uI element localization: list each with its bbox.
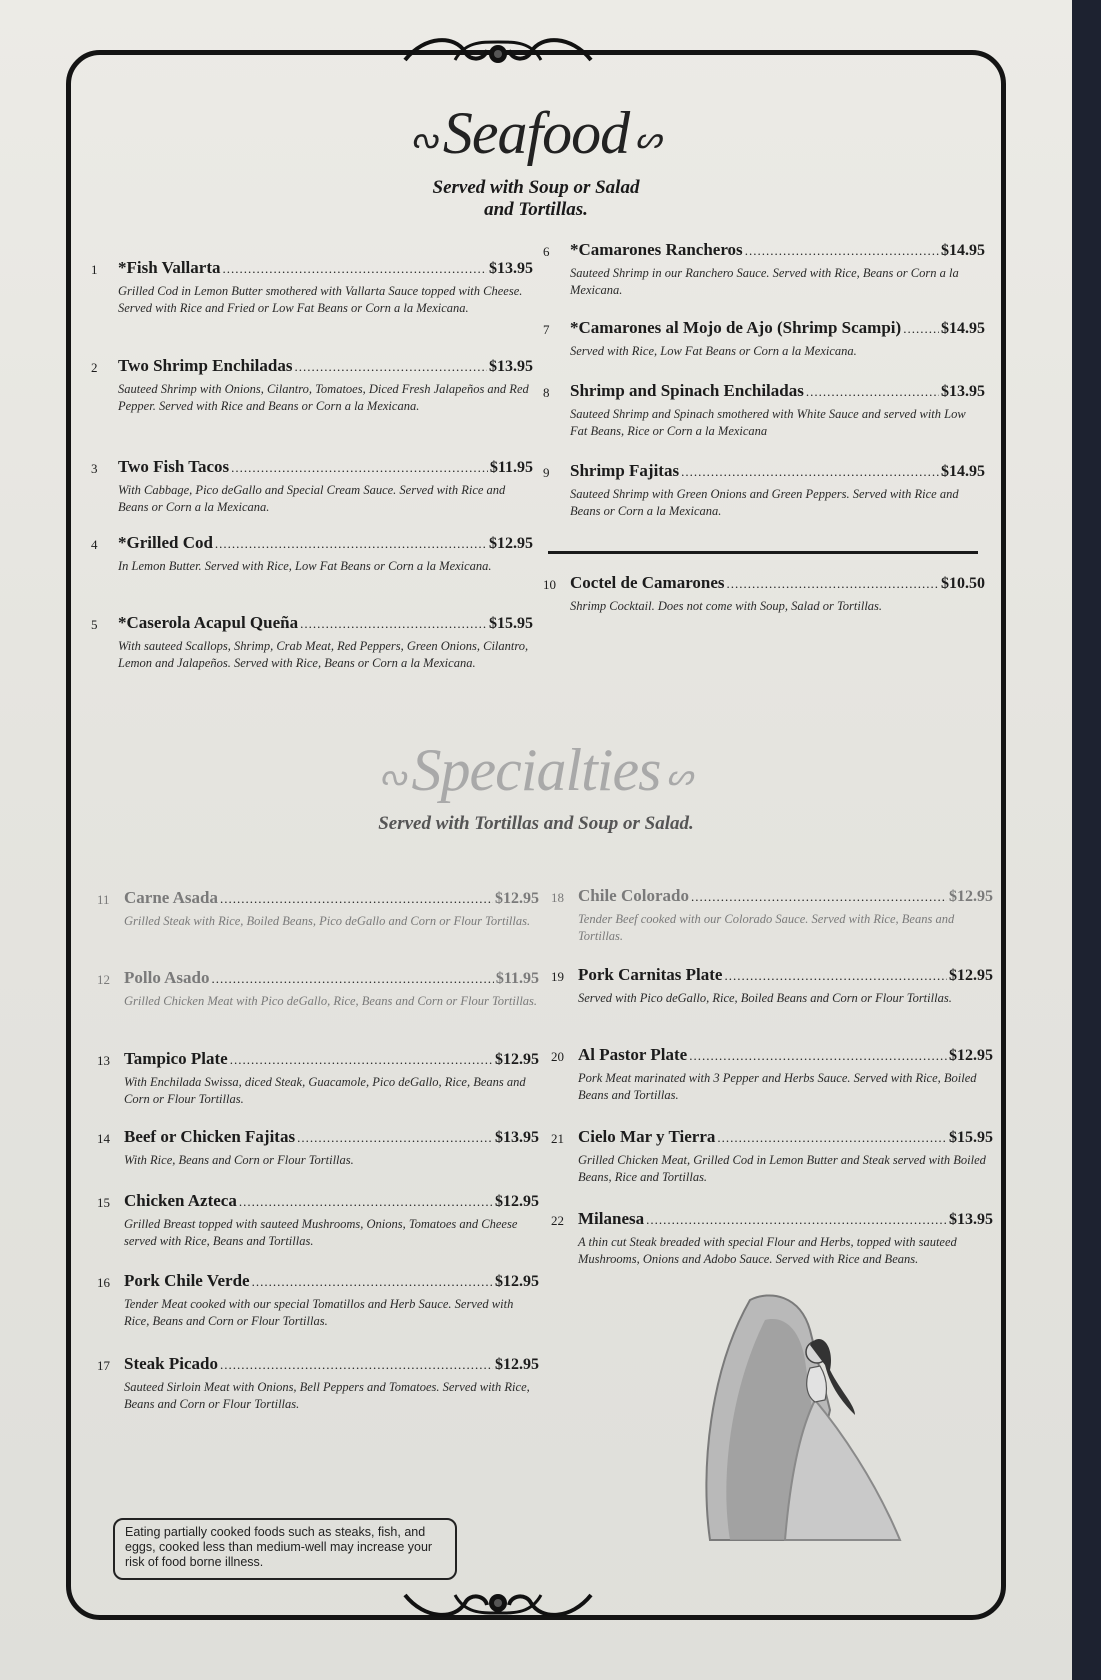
menu-item-nameline — [570, 461, 985, 481]
menu-item-description: With sauteed Scallops, Shrimp, Crab Meat, Red Peppers, Green Onions, Cilantro, Lemon and Jalapeños. Served with Rice, Beans or Corn a la Mexicana. — [118, 639, 529, 670]
scroll-ornament-icon — [395, 1585, 601, 1625]
menu-item-nameline — [124, 968, 539, 988]
leader-dots — [220, 891, 493, 907]
menu-item-description: Grilled Steak with Rice, Boiled Beans, Pico deGallo and Corn or Flour Tortillas. — [124, 914, 531, 928]
menu-item — [91, 613, 533, 672]
menu-item-price: $13.95 — [949, 1211, 993, 1228]
menu-item-header — [543, 240, 985, 264]
menu-item-header — [543, 381, 985, 405]
leader-dots — [239, 1194, 493, 1210]
menu-item-nameline — [570, 318, 985, 338]
menu-item-price: $14.95 — [941, 320, 985, 337]
seafood-subtitle — [0, 177, 1072, 221]
menu-item-nameline — [124, 1191, 539, 1211]
menu-item — [97, 1127, 539, 1169]
menu-item-number: 2 — [91, 360, 98, 375]
menu-item-nameline — [118, 533, 533, 553]
menu-item-number: 11 — [97, 892, 110, 907]
menu-item-name: Shrimp Fajitas — [570, 461, 680, 480]
leader-dots — [681, 464, 939, 480]
leader-dots — [806, 384, 939, 400]
menu-item — [551, 886, 993, 945]
menu-item-number: 21 — [551, 1131, 564, 1146]
menu-item-price: $15.95 — [489, 615, 533, 632]
leader-dots — [231, 460, 488, 476]
menu-item-header — [97, 968, 539, 992]
menu-item-nameline — [124, 888, 539, 908]
menu-item-header — [91, 533, 533, 557]
menu-item-header — [551, 965, 993, 989]
seafood-heading — [0, 100, 1072, 172]
menu-item-header — [97, 1127, 539, 1151]
menu-item-price: $10.50 — [941, 575, 985, 592]
menu-item-name: Coctel de Camarones — [570, 573, 725, 592]
leader-dots — [297, 1130, 493, 1146]
menu-item-number: 12 — [97, 972, 110, 987]
specialties-title-text: Specialties — [411, 737, 661, 803]
menu-item — [551, 965, 993, 1007]
menu-item — [543, 573, 985, 615]
menu-item-header — [543, 318, 985, 342]
menu-item-name: Pork Carnitas Plate — [578, 965, 723, 984]
leader-dots — [717, 1130, 947, 1146]
menu-item-number: 13 — [97, 1053, 110, 1068]
menu-item-price: $14.95 — [941, 463, 985, 480]
menu-item-description: Grilled Chicken Meat, Grilled Cod in Lemon Butter and Steak served with Boiled Beans, Rice and Tortillas. — [578, 1153, 986, 1184]
menu-item-header — [543, 461, 985, 485]
swirl-icon: ᔕ — [666, 759, 693, 793]
leader-dots — [727, 576, 939, 592]
menu-item-nameline — [118, 457, 533, 477]
menu-item-nameline — [578, 1209, 993, 1229]
menu-item-price: $12.95 — [949, 967, 993, 984]
menu-item-header — [91, 613, 533, 637]
menu-item — [91, 457, 533, 516]
menu-item-name: *Fish Vallarta — [118, 258, 221, 277]
menu-item-price: $12.95 — [949, 1047, 993, 1064]
menu-item-nameline — [578, 1127, 993, 1147]
menu-item-header — [543, 573, 985, 597]
menu-item-description: A thin cut Steak breaded with special Flour and Herbs, topped with sauteed Mushrooms, Onions and Adobo Sauce. Served with Rice and Beans. — [578, 1235, 957, 1266]
menu-item-number: 1 — [91, 262, 98, 277]
specialties-subtitle: Served with Tortillas and Soup or Salad. — [378, 813, 694, 834]
menu-item-price: $14.95 — [941, 242, 985, 259]
menu-item-price: $13.95 — [489, 358, 533, 375]
food-safety-notice: Eating partially cooked foods such as steaks, fish, and eggs, cooked less than medium-well may increase your risk of food borne illness. — [113, 1518, 457, 1580]
menu-item-name: Two Shrimp Enchiladas — [118, 356, 293, 375]
menu-item-name: Tampico Plate — [124, 1049, 228, 1068]
menu-item-name: *Caserola Acapul Queña — [118, 613, 299, 632]
menu-item-number: 14 — [97, 1131, 110, 1146]
menu-item-name: Pork Chile Verde — [124, 1271, 250, 1290]
leader-dots — [745, 243, 939, 259]
swirl-icon: ᔓ — [411, 122, 437, 156]
menu-item-name: Pollo Asado — [124, 968, 210, 987]
menu-item-description: Pork Meat marinated with 3 Pepper and Herbs Sauce. Served with Rice, Boiled Beans and Tortillas. — [578, 1071, 977, 1102]
menu-item-description: Sauteed Shrimp with Onions, Cilantro, Tomatoes, Diced Fresh Jalapeños and Red Pepper. Served with Rice and Beans or Corn a la Mexicana. — [118, 382, 529, 413]
leader-dots — [230, 1052, 493, 1068]
menu-item-name: Chicken Azteca — [124, 1191, 237, 1210]
menu-item-header — [551, 1045, 993, 1069]
menu-item-description: Sauteed Shrimp in our Ranchero Sauce. Served with Rice, Beans or Corn a la Mexicana. — [570, 266, 959, 297]
menu-item-description: Sauteed Shrimp and Spinach smothered with White Sauce and served with Low Fat Beans, Rice or Corn a la Mexicana — [570, 407, 966, 438]
menu-item-header — [551, 1127, 993, 1151]
menu-item — [91, 356, 533, 415]
menu-item-number: 22 — [551, 1213, 564, 1228]
menu-item-nameline — [124, 1049, 539, 1069]
menu-item — [543, 240, 985, 299]
menu-item-description: Sauteed Sirloin Meat with Onions, Bell Peppers and Tomatoes. Served with Rice, Beans and Corn or Flour Tortillas. — [124, 1380, 530, 1411]
menu-item — [91, 533, 533, 575]
leader-dots — [689, 1048, 947, 1064]
menu-item-nameline — [570, 240, 985, 260]
menu-item-number: 17 — [97, 1358, 110, 1373]
menu-item — [97, 888, 539, 930]
seafood-title-text: Seafood — [442, 100, 630, 166]
leader-dots — [220, 1357, 493, 1373]
leader-dots — [300, 616, 487, 632]
swirl-icon: ᔓ — [379, 759, 406, 793]
menu-item-price: $11.95 — [489, 459, 533, 476]
menu-item-description: With Rice, Beans and Corn or Flour Tortillas. — [124, 1153, 354, 1167]
menu-item — [91, 258, 533, 317]
seafood-subtitle-line-2: and Tortillas. — [484, 199, 588, 220]
menu-item-number: 7 — [543, 322, 550, 337]
menu-item-price: $12.95 — [495, 1051, 539, 1068]
menu-item-name: Steak Picado — [124, 1354, 218, 1373]
menu-item — [543, 318, 985, 360]
dancer-illustration — [690, 1290, 920, 1550]
menu-item-nameline — [578, 1045, 993, 1065]
menu-item-nameline — [118, 258, 533, 278]
scroll-ornament-icon — [395, 30, 601, 70]
menu-item-name: Milanesa — [578, 1209, 645, 1228]
menu-item-description: Served with Rice, Low Fat Beans or Corn a la Mexicana. — [570, 344, 857, 358]
menu-item-name: Beef or Chicken Fajitas — [124, 1127, 296, 1146]
menu-item-description: With Cabbage, Pico deGallo and Special Cream Sauce. Served with Rice and Beans or Corn a la Mexicana. — [118, 483, 506, 514]
menu-item-header — [97, 1191, 539, 1215]
menu-item-header — [91, 356, 533, 380]
menu-item-name: Shrimp and Spinach Enchiladas — [570, 381, 804, 400]
menu-item-price: $13.95 — [941, 383, 985, 400]
menu-item-price: $12.95 — [495, 1356, 539, 1373]
menu-item — [551, 1209, 993, 1268]
menu-item-name: Cielo Mar y Tierra — [578, 1127, 716, 1146]
menu-item-price: $15.95 — [949, 1129, 993, 1146]
menu-item-name: Carne Asada — [124, 888, 218, 907]
swirl-icon: ᔕ — [635, 122, 661, 156]
menu-item-description: With Enchilada Swissa, diced Steak, Guacamole, Pico deGallo, Rice, Beans and Corn or Flour Tortillas. — [124, 1075, 526, 1106]
leader-dots — [691, 889, 947, 905]
seafood-subtitle-line-1: Served with Soup or Salad — [432, 177, 640, 198]
menu-item-number: 16 — [97, 1275, 110, 1290]
menu-item-description: Tender Beef cooked with our Colorado Sauce. Served with Rice, Beans and Tortillas. — [578, 912, 955, 943]
menu-item-name: Two Fish Tacos — [118, 457, 230, 476]
menu-item-price: $13.95 — [489, 260, 533, 277]
menu-item-name: *Camarones al Mojo de Ajo (Shrimp Scampi) — [570, 318, 902, 337]
menu-item — [551, 1045, 993, 1104]
leader-dots — [212, 971, 494, 987]
menu-item-number: 19 — [551, 969, 564, 984]
menu-item-price: $12.95 — [949, 888, 993, 905]
leader-dots — [646, 1212, 947, 1228]
menu-item-header — [97, 1271, 539, 1295]
menu-item-description: Shrimp Cocktail. Does not come with Soup, Salad or Tortillas. — [570, 599, 883, 613]
menu-item-nameline — [124, 1354, 539, 1374]
menu-item-price: $13.95 — [495, 1129, 539, 1146]
menu-item-number: 10 — [543, 577, 556, 592]
menu-item-number: 8 — [543, 385, 550, 400]
menu-item — [543, 461, 985, 520]
menu-item-nameline — [124, 1127, 539, 1147]
menu-item-description: Served with Pico deGallo, Rice, Boiled Beans and Corn or Flour Tortillas. — [578, 991, 952, 1005]
menu-item-number: 5 — [91, 617, 98, 632]
menu-item — [543, 381, 985, 440]
menu-item — [97, 1049, 539, 1108]
menu-item-description: In Lemon Butter. Served with Rice, Low Fat Beans or Corn a la Mexicana. — [118, 559, 492, 573]
menu-item-description: Tender Meat cooked with our special Tomatillos and Herb Sauce. Served with Rice, Beans and Corn or Flour Tortillas. — [124, 1297, 514, 1328]
menu-item-nameline — [578, 965, 993, 985]
menu-item-price: $12.95 — [495, 1193, 539, 1210]
menu-item-name: Al Pastor Plate — [578, 1045, 688, 1064]
menu-item — [97, 1354, 539, 1413]
menu-item-number: 9 — [543, 465, 550, 480]
menu-item-price: $11.95 — [495, 970, 539, 987]
menu-item-nameline — [570, 573, 985, 593]
menu-item-nameline — [118, 356, 533, 376]
menu-item — [97, 1271, 539, 1330]
leader-dots — [252, 1274, 493, 1290]
menu-item-name: *Grilled Cod — [118, 533, 213, 552]
menu-item-nameline — [124, 1271, 539, 1291]
menu-item-number: 4 — [91, 537, 98, 552]
menu-item-header — [91, 258, 533, 282]
menu-item — [97, 1191, 539, 1250]
menu-item-header — [97, 888, 539, 912]
menu-item-nameline — [118, 613, 533, 633]
menu-item-name: Chile Colorado — [578, 886, 689, 905]
leader-dots — [215, 536, 487, 552]
menu-item-header — [551, 1209, 993, 1233]
section-divider — [548, 551, 978, 554]
menu-item-description: Grilled Chicken Meat with Pico deGallo, Rice, Beans and Corn or Flour Tortillas. — [124, 994, 538, 1008]
menu-item — [551, 1127, 993, 1186]
menu-item-description: Grilled Cod in Lemon Butter smothered with Vallarta Sauce topped with Cheese. Served with Rice and Fried or Low Fat Beans or Corn a la Mexicana. — [118, 284, 523, 315]
menu-item — [97, 968, 539, 1010]
menu-item-header — [91, 457, 533, 481]
menu-item-header — [97, 1354, 539, 1378]
leader-dots — [294, 359, 487, 375]
leader-dots — [903, 321, 939, 337]
leader-dots — [223, 261, 488, 277]
menu-item-price: $12.95 — [495, 890, 539, 907]
menu-item-header — [97, 1049, 539, 1073]
menu-item-description: Grilled Breast topped with sauteed Mushrooms, Onions, Tomatoes and Cheese served with Rice, Beans and Tortillas. — [124, 1217, 518, 1248]
menu-item-nameline — [570, 381, 985, 401]
menu-item-description: Sauteed Shrimp with Green Onions and Green Peppers. Served with Rice and Beans or Corn a la Mexicana. — [570, 487, 959, 518]
menu-item-name: *Camarones Rancheros — [570, 240, 743, 259]
menu-item-price: $12.95 — [495, 1273, 539, 1290]
menu-item-number: 15 — [97, 1195, 110, 1210]
specialties-heading — [0, 737, 1072, 809]
menu-item-number: 20 — [551, 1049, 564, 1064]
menu-item-number: 18 — [551, 890, 564, 905]
menu-item-price: $12.95 — [489, 535, 533, 552]
menu-item-header — [551, 886, 993, 910]
leader-dots — [724, 968, 947, 984]
menu-item-nameline — [578, 886, 993, 906]
menu-item-number: 3 — [91, 461, 98, 476]
menu-item-number: 6 — [543, 244, 550, 259]
